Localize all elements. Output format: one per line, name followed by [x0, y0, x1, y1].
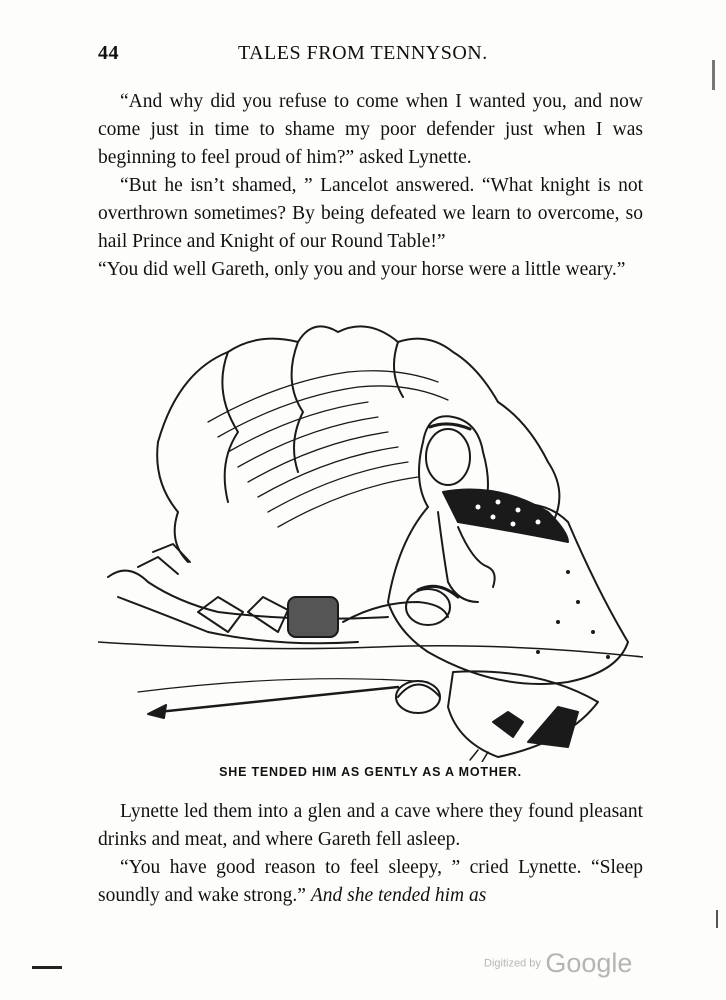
paragraph: “You did well Gareth, only you and your horse were a little weary.”	[98, 259, 626, 280]
scan-mark	[712, 60, 715, 90]
paragraph-text: “You have good reason to feel sleepy, ” cried Lynette. “Sleep soundly and wake strong.”	[98, 857, 643, 906]
body-text-bottom	[98, 798, 643, 910]
illustration-knight-and-lady	[98, 312, 643, 762]
running-title: TALES FROM TENNYSON.	[238, 42, 488, 64]
digitized-watermark	[484, 948, 632, 979]
italic-text: And she tended him as	[310, 885, 487, 906]
google-logo: Google	[545, 948, 633, 978]
scan-mark	[716, 910, 718, 928]
paragraph: “And why did you refuse to come when I wanted you, and now come just in time to shame my poor defender just when I was beginning to feel proud of him?” asked Lynette.	[98, 91, 643, 168]
paragraph: “But he isn’t shamed, ” Lancelot answered. “What knight is not overthrown sometimes? By being defeated we learn to overcome, so hail Prince and Knight of our Round Table!”	[98, 175, 643, 252]
page-number: 44	[98, 42, 119, 64]
illustration-caption: SHE TENDED HIM AS GENTLY AS A MOTHER.	[219, 765, 522, 779]
paragraph: Lynette led them into a glen and a cave where they found pleasant drinks and meat, and where Gareth fell asleep.	[98, 801, 643, 850]
running-header	[98, 42, 643, 72]
body-text-top	[98, 88, 643, 284]
scan-mark	[32, 966, 62, 969]
paragraph	[98, 854, 643, 910]
watermark-prefix: Digitized by	[484, 957, 541, 970]
